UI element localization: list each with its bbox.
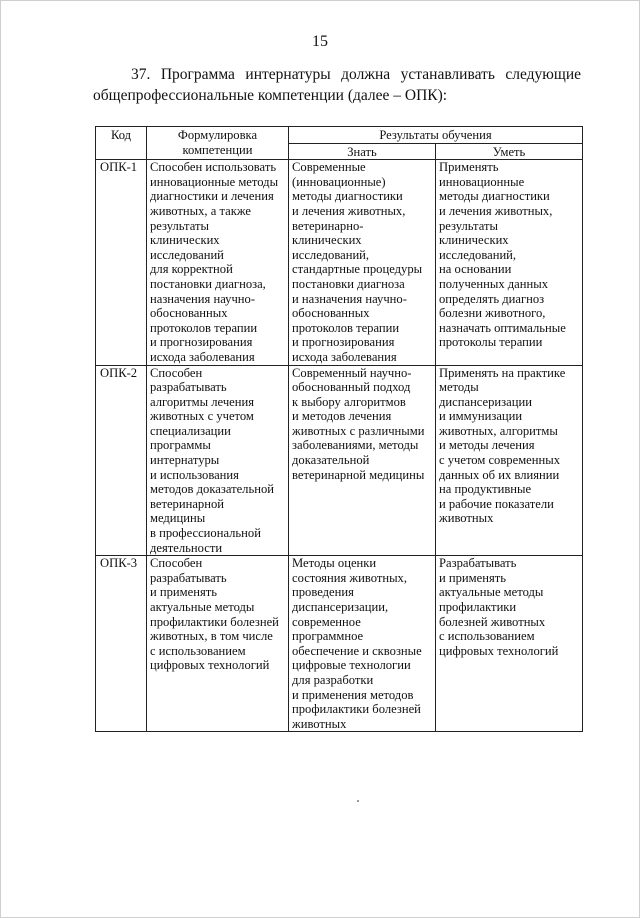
cell-text-line: для разработки	[292, 672, 374, 687]
cell-text-line: к выбору алгоритмов	[292, 394, 406, 409]
cell-text-line: животных с различными	[292, 423, 425, 438]
cell-text-line: Способен использовать	[150, 160, 277, 175]
cell-text-line: назначать оптимальные	[439, 320, 566, 335]
cell-text-line: специализации	[150, 423, 231, 438]
cell-text-line: данных об их влиянии	[439, 467, 560, 482]
cell-text-line: исследований	[150, 247, 224, 262]
cell-text-line: диспансеризации	[439, 394, 532, 409]
cell-text-line: животных	[292, 716, 347, 731]
cell-text-line: диагностики и лечения	[150, 189, 274, 204]
cell-text-line: обеспечение и сквозные	[292, 643, 422, 658]
header-formulation-line-1: Формулировка	[177, 128, 258, 142]
cell-text-line: с использованием	[439, 629, 535, 644]
cell-text-line: постановки диагноза	[292, 276, 405, 291]
cell-text-line: клинических	[439, 233, 509, 248]
cell-text-line: на продуктивные	[439, 482, 532, 497]
cell-text-line: интернатуры	[150, 453, 220, 468]
cell-text-line: постановки диагноза,	[150, 276, 266, 291]
cell-text-line: обоснованный подход	[292, 380, 411, 395]
cell-text-line: профилактики болезней	[150, 614, 279, 629]
cell-text-line: с учетом современных	[439, 453, 560, 468]
cell-text-line: животных, алгоритмы	[439, 423, 558, 438]
cell-text-line: ветеринарной медицины	[292, 467, 425, 482]
intro-line-1: 37. Программа интернатуры должна устанавливать следующие	[131, 66, 581, 83]
cell-text-line: исследований,	[292, 247, 370, 262]
cell-text-line: и иммунизации	[439, 409, 523, 424]
cell-text-line: болезни животного,	[439, 306, 546, 321]
cell-text-line: заболеваниями, методы	[292, 438, 419, 453]
header-know: Знать	[289, 143, 436, 160]
cell-text-line: состояния животных,	[292, 570, 407, 585]
cell-text-line: исхода заболевания	[150, 349, 255, 364]
cell-text-line: Современные	[292, 160, 366, 175]
scan-speck	[357, 800, 359, 802]
header-code: Код	[96, 127, 147, 160]
cell-code: ОПК-1	[96, 160, 147, 365]
cell-text-line: разрабатывать	[150, 380, 227, 395]
cell-can	[436, 556, 583, 732]
cell-text-line: Способен	[150, 556, 203, 571]
cell-text-line: Современный научно-	[292, 365, 412, 380]
header-formulation	[147, 127, 289, 160]
cell-can	[436, 160, 583, 365]
cell-code: ОПК-2	[96, 365, 147, 556]
cell-text-line: и лечения животных,	[439, 203, 553, 218]
cell-text-line: методы	[439, 380, 479, 395]
cell-text-line: результаты	[150, 218, 209, 233]
cell-text-line: определять диагноз	[439, 291, 545, 306]
cell-text-line: обоснованных	[292, 306, 370, 321]
cell-text-line: полученных данных	[439, 276, 548, 291]
cell-text-line: актуальные методы	[150, 600, 255, 614]
cell-text-line: и прогнозирования	[292, 335, 395, 350]
cell-text-line: клинических	[292, 233, 362, 248]
cell-text-line: и прогнозирования	[150, 335, 253, 350]
cell-text-line: животных, а также	[150, 203, 251, 218]
cell-text-line: животных с учетом	[150, 409, 254, 424]
cell-text-line: в профессиональной	[150, 526, 261, 541]
cell-text-line: и лечения животных,	[292, 203, 406, 218]
cell-text-line: и применения методов	[292, 687, 414, 702]
cell-text-line: Применять на практике	[439, 365, 566, 380]
cell-text-line: и применять	[150, 585, 218, 600]
cell-text-line: программное	[292, 629, 364, 644]
cell-text-line: актуальные методы	[439, 585, 544, 600]
cell-text-line: деятельности	[150, 540, 223, 555]
cell-formulation	[147, 365, 289, 556]
cell-code: ОПК-3	[96, 556, 147, 732]
header-results: Результаты обучения	[289, 127, 583, 144]
cell-know	[289, 160, 436, 365]
cell-text-line: исследований,	[439, 247, 517, 262]
cell-text-line: цифровых технологий	[150, 658, 270, 673]
cell-text-line: и рабочие показатели	[439, 496, 554, 511]
header-formulation-line-2: компетенции	[182, 142, 253, 157]
cell-text-line: и использования	[150, 467, 239, 482]
cell-text-line: инновационные	[439, 174, 525, 189]
intro-paragraph	[93, 64, 581, 106]
cell-text-line: проведения	[292, 585, 354, 600]
cell-text-line: цифровых технологий	[439, 643, 559, 658]
cell-text-line: методов доказательной	[150, 482, 274, 497]
cell-text-line: разрабатывать	[150, 570, 227, 585]
cell-text-line: Применять	[439, 160, 499, 175]
cell-text-line: Способен	[150, 365, 203, 380]
cell-text-line: и методов лечения	[292, 409, 392, 424]
cell-text-line: назначения научно-	[150, 291, 256, 306]
cell-text-line: болезней животных	[439, 614, 546, 629]
page-number: 15	[312, 33, 328, 50]
cell-can	[436, 365, 583, 556]
cell-text-line: цифровые технологии	[292, 658, 411, 673]
cell-text-line: протоколов терапии	[292, 320, 400, 335]
cell-know	[289, 365, 436, 556]
cell-text-line: (инновационные)	[292, 174, 386, 189]
intro-line-2: общепрофессиональные компетенции (далее – ОПК):	[93, 87, 448, 104]
cell-text-line: методы диагностики	[292, 189, 403, 204]
cell-text-line: Методы оценки	[292, 556, 377, 571]
cell-text-line: и назначения научно-	[292, 291, 407, 306]
cell-text-line: диспансеризации,	[292, 600, 389, 614]
table-row	[96, 160, 583, 365]
table-row	[96, 365, 583, 556]
cell-text-line: стандартные процедуры	[292, 262, 423, 277]
cell-text-line: для корректной	[150, 262, 233, 277]
table-row	[96, 556, 583, 732]
cell-text-line: протоколы терапии	[439, 335, 543, 350]
cell-text-line: на основании	[439, 262, 512, 277]
cell-text-line: с использованием	[150, 643, 246, 658]
cell-text-line: профилактики болезней	[292, 702, 421, 717]
cell-text-line: ветеринарно-	[292, 218, 364, 233]
cell-text-line: ветеринарной	[150, 496, 224, 511]
cell-text-line: обоснованных	[150, 306, 228, 321]
cell-text-line: протоколов терапии	[150, 320, 258, 335]
cell-text-line: животных, в том числе	[150, 629, 273, 644]
cell-text-line: Разрабатывать	[439, 556, 517, 571]
cell-formulation	[147, 556, 289, 732]
cell-text-line: алгоритмы лечения	[150, 394, 255, 409]
cell-text-line: доказательной	[292, 453, 370, 468]
cell-text-line: профилактики	[439, 600, 517, 614]
cell-text-line: медицины	[150, 511, 206, 526]
cell-text-line: исхода заболевания	[292, 349, 397, 364]
cell-formulation	[147, 160, 289, 365]
competencies-table	[95, 126, 583, 732]
cell-text-line: современное	[292, 614, 361, 629]
cell-text-line: инновационные методы	[150, 174, 279, 189]
header-can: Уметь	[436, 143, 583, 160]
table-header-row	[96, 127, 583, 144]
cell-know	[289, 556, 436, 732]
cell-text-line: методы диагностики	[439, 189, 550, 204]
table-body	[96, 160, 583, 732]
cell-text-line: животных	[439, 511, 494, 526]
cell-text-line: и применять	[439, 570, 507, 585]
cell-text-line: клинических	[150, 233, 220, 248]
cell-text-line: и методы лечения	[439, 438, 535, 453]
cell-text-line: результаты	[439, 218, 498, 233]
cell-text-line: программы	[150, 438, 211, 453]
